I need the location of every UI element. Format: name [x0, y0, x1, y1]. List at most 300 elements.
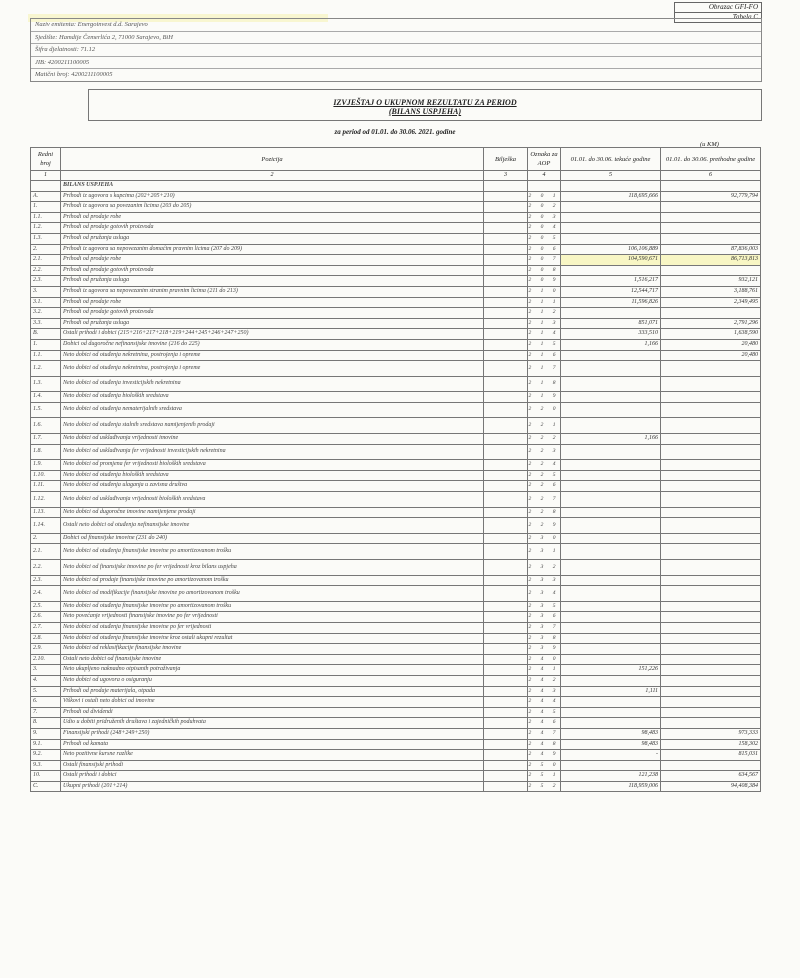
row-note: [484, 760, 528, 771]
company-id-number: Matični broj: 4200211100005: [35, 71, 113, 78]
row-note: [484, 470, 528, 481]
row-note: [484, 518, 528, 534]
row-current-value: [561, 202, 661, 213]
row-number: 3.: [31, 665, 61, 676]
row-number: 2.6.: [31, 612, 61, 623]
row-note: [484, 481, 528, 492]
row-previous-value: 158,302: [661, 739, 761, 750]
table-row: [31, 644, 761, 655]
row-number: 2.8.: [31, 633, 61, 644]
row-number: 1.1.: [31, 350, 61, 361]
row-number: 1.4.: [31, 392, 61, 403]
row-number: 1.6.: [31, 418, 61, 434]
row-aop-code: 2 0 8: [528, 265, 561, 276]
row-position: Prihodi iz ugovora sa nepovezanim domaćim pravnim licima (207 do 209): [61, 244, 484, 255]
row-position: Neto ukupljeno naknadno otpisanih potraživanja: [61, 665, 484, 676]
company-name: Naziv emitenta: Energoinvest d.d. Sarajevo: [31, 19, 761, 32]
row-current-value: [561, 361, 661, 377]
row-previous-value: [661, 212, 761, 223]
row-current-value: [561, 418, 661, 434]
sheet-label: Tabela C: [675, 12, 761, 22]
row-aop-code: 2 2 5: [528, 470, 561, 481]
row-number: 1.9.: [31, 460, 61, 471]
row-number: 9.2.: [31, 750, 61, 761]
row-previous-value: [661, 470, 761, 481]
row-note: [484, 308, 528, 319]
row-previous-value: 1,638,590: [661, 329, 761, 340]
row-number: 1.12.: [31, 492, 61, 508]
table-row: [31, 212, 761, 223]
row-aop-code: 2 3 4: [528, 586, 561, 602]
currency-unit: (u KM): [700, 141, 719, 148]
table-row: [31, 460, 761, 471]
row-position: Prihodi od prodaje gotovih proizvoda: [61, 308, 484, 319]
row-number: 2.1.: [31, 255, 61, 266]
row-note: [484, 707, 528, 718]
row-aop-code: 2 4 4: [528, 697, 561, 708]
row-position: Dobici od dugoročne nefinansijske imovine (216 do 225): [61, 339, 484, 350]
table-row: [31, 481, 761, 492]
row-current-value: [561, 675, 661, 686]
row-previous-value: [661, 233, 761, 244]
row-aop-code: 2 0 4: [528, 223, 561, 234]
row-number: 9.: [31, 728, 61, 739]
row-position: Prihodi iz ugovora s kupcima (202+205+210): [61, 191, 484, 202]
row-position: Neto dobici od modifikacije finansijske imovine po amortizovanom trošku: [61, 586, 484, 602]
col-index-1: 1: [31, 171, 61, 181]
row-position: Prihodi od prodaje gotovih proizvoda: [61, 265, 484, 276]
row-current-value: [561, 481, 661, 492]
row-current-value: [561, 376, 661, 392]
row-position: Prihodi iz ugovora sa nepovezanim stranim pravnim licima (211 do 213): [61, 286, 484, 297]
row-previous-value: 94,408,384: [661, 781, 761, 792]
row-number: 8.: [31, 718, 61, 729]
table-row: [31, 286, 761, 297]
table-row: [31, 402, 761, 418]
table-row: [31, 686, 761, 697]
row-note: [484, 350, 528, 361]
table-row: [31, 492, 761, 508]
row-position: Prihodi od prodaje robe: [61, 212, 484, 223]
row-aop-code: 2 1 3: [528, 318, 561, 329]
row-note: [484, 644, 528, 655]
row-previous-value: [661, 202, 761, 213]
row-previous-value: 932,121: [661, 276, 761, 287]
company-info-box: [30, 18, 762, 82]
table-row: [31, 750, 761, 761]
row-aop-code: 2 2 7: [528, 492, 561, 508]
row-previous-value: [661, 686, 761, 697]
row-note: [484, 444, 528, 460]
row-aop-code: 2 2 3: [528, 444, 561, 460]
row-number: 1.2.: [31, 223, 61, 234]
row-aop-code: 2 2 0: [528, 402, 561, 418]
row-aop-code: 2 0 2: [528, 202, 561, 213]
row-number: 1.2.: [31, 361, 61, 377]
row-note: [484, 255, 528, 266]
row-number: 2.10.: [31, 654, 61, 665]
row-note: [484, 675, 528, 686]
row-aop-code: 2 1 7: [528, 361, 561, 377]
row-note: [484, 654, 528, 665]
row-note: [484, 233, 528, 244]
row-aop-code: 2 3 0: [528, 533, 561, 544]
row-number: C.: [31, 781, 61, 792]
row-note: [484, 361, 528, 377]
row-aop-code: 2 1 0: [528, 286, 561, 297]
row-position: Prihodi od prodaje robe: [61, 255, 484, 266]
row-current-value: [561, 308, 661, 319]
row-note: [484, 507, 528, 518]
row-current-value: [561, 507, 661, 518]
row-current-value: [561, 265, 661, 276]
table-row: [31, 507, 761, 518]
row-previous-value: [661, 376, 761, 392]
row-aop-code: 2 4 3: [528, 686, 561, 697]
row-previous-value: [661, 223, 761, 234]
table-row: [31, 297, 761, 308]
col-index-6: 6: [661, 171, 761, 181]
row-note: [484, 297, 528, 308]
row-previous-value: [661, 697, 761, 708]
row-aop-code: 2 4 9: [528, 750, 561, 761]
row-position: Prihodi od prodaje robe: [61, 297, 484, 308]
row-number: 9.1.: [31, 739, 61, 750]
row-current-value: [561, 350, 661, 361]
row-note: [484, 665, 528, 676]
row-previous-value: [661, 460, 761, 471]
row-position: Neto dobici od otuđenja bioloških sredstava: [61, 392, 484, 403]
table-row: [31, 707, 761, 718]
row-position: Neto dobici od otuđenja finansijske imovine po amortizovanom trošku: [61, 544, 484, 560]
table-row: [31, 760, 761, 771]
row-position: Neto dobici od otuđenja finansijske imovine kroz ostali ukupni rezultat: [61, 633, 484, 644]
row-position: Neto dobici od otuđenja ulaganja u zavisna društva: [61, 481, 484, 492]
row-position: Neto dobici od usklađivanja fer vrijednosti investicijskih nekretnina: [61, 444, 484, 460]
row-aop-code: 2 2 8: [528, 507, 561, 518]
col-header-aop: Oznaka za AOP: [528, 148, 561, 171]
row-aop-code: 2 2 6: [528, 481, 561, 492]
row-position: Ostali neto dobici od otuđenja nefinansijske imovine: [61, 518, 484, 534]
table-row: [31, 544, 761, 560]
row-position: Finansijski prihodi (248+249+250): [61, 728, 484, 739]
table-row: [31, 255, 761, 266]
row-note: [484, 265, 528, 276]
table-row: [31, 244, 761, 255]
row-number: 1.11.: [31, 481, 61, 492]
row-aop-code: 2 0 3: [528, 212, 561, 223]
table-row: [31, 361, 761, 377]
table-row: [31, 560, 761, 576]
table-row: [31, 781, 761, 792]
row-aop-code: 2 3 3: [528, 575, 561, 586]
row-position: Prihodi od prodaje materijala, otpada: [61, 686, 484, 697]
row-aop-code: 2 4 8: [528, 739, 561, 750]
row-number: 9.3.: [31, 760, 61, 771]
table-row: [31, 350, 761, 361]
row-aop-code: 2 4 1: [528, 665, 561, 676]
row-previous-value: [661, 392, 761, 403]
table-row: [31, 575, 761, 586]
col-index-5: 5: [561, 171, 661, 181]
row-current-value: 1,111: [561, 686, 661, 697]
row-previous-value: 86,713,813: [661, 255, 761, 266]
table-row: [31, 622, 761, 633]
row-position: Ostali prihodi i dobici: [61, 771, 484, 782]
row-previous-value: 20,480: [661, 350, 761, 361]
row-current-value: [561, 612, 661, 623]
row-current-value: 118,959,006: [561, 781, 661, 792]
row-aop-code: 2 3 8: [528, 633, 561, 644]
table-row: [31, 223, 761, 234]
row-current-value: 151,226: [561, 665, 661, 676]
row-current-value: 106,106,889: [561, 244, 661, 255]
row-note: [484, 575, 528, 586]
table-row: [31, 586, 761, 602]
col-header-current-year: 01.01. do 30.06. tekuće godine: [561, 148, 661, 171]
row-position: Udio u dobiti pridruženih društava i zajedničkih poduhvata: [61, 718, 484, 729]
col-index-3: 3: [484, 171, 528, 181]
row-number: 2.3.: [31, 276, 61, 287]
row-previous-value: [661, 601, 761, 612]
row-note: [484, 586, 528, 602]
row-previous-value: [661, 481, 761, 492]
row-position: Neto dobici od otuđenja nematerijalnih sredstava: [61, 402, 484, 418]
row-aop-code: 2 0 9: [528, 276, 561, 287]
row-aop-code: 2 1 8: [528, 376, 561, 392]
row-position: Neto dobici od ugovora o osiguranju: [61, 675, 484, 686]
row-position: Prihodi od kamata: [61, 739, 484, 750]
row-number: 1.3.: [31, 376, 61, 392]
row-note: [484, 728, 528, 739]
row-previous-value: [661, 675, 761, 686]
row-previous-value: [661, 544, 761, 560]
col-header-note: Bilješka: [484, 148, 528, 171]
row-current-value: 333,510: [561, 329, 661, 340]
row-previous-value: [661, 518, 761, 534]
row-current-value: 851,071: [561, 318, 661, 329]
row-position: Prihodi iz ugovora sa povezanim licima (203 do 205): [61, 202, 484, 213]
row-aop-code: 2 2 9: [528, 518, 561, 534]
table-row: [31, 771, 761, 782]
report-period: za period od 01.01. do 30.06. 2021. godine: [334, 128, 456, 136]
row-number: 3.1.: [31, 297, 61, 308]
row-note: [484, 460, 528, 471]
row-previous-value: [661, 533, 761, 544]
row-current-value: 98,483: [561, 739, 661, 750]
col-index-2: 2: [61, 171, 484, 181]
row-aop-code: 2 1 2: [528, 308, 561, 319]
row-aop-code: 2 3 6: [528, 612, 561, 623]
row-number: 2.7.: [31, 622, 61, 633]
table-row: [31, 654, 761, 665]
table-row: [31, 470, 761, 481]
row-note: [484, 223, 528, 234]
row-number: 1.13.: [31, 507, 61, 518]
row-current-value: [561, 392, 661, 403]
row-note: [484, 718, 528, 729]
row-number: 3.2.: [31, 308, 61, 319]
row-previous-value: [661, 492, 761, 508]
row-note: [484, 612, 528, 623]
row-current-value: 1,166: [561, 434, 661, 445]
row-number: 2.2.: [31, 560, 61, 576]
row-note: [484, 622, 528, 633]
row-previous-value: 20,480: [661, 339, 761, 350]
row-current-value: [561, 181, 661, 192]
row-previous-value: [661, 418, 761, 434]
row-number: 1.5.: [31, 402, 61, 418]
table-row: [31, 633, 761, 644]
table-body: [31, 181, 761, 792]
income-statement-table: [30, 147, 761, 792]
row-number: 10.: [31, 771, 61, 782]
row-aop-code: 2 0 7: [528, 255, 561, 266]
row-previous-value: [661, 586, 761, 602]
table-row: [31, 276, 761, 287]
table-row: [31, 339, 761, 350]
row-number: 3.3.: [31, 318, 61, 329]
row-current-value: -: [561, 750, 661, 761]
row-previous-value: [661, 654, 761, 665]
report-subtitle: (BILANS USPJEHA): [388, 107, 462, 116]
row-previous-value: 3,188,761: [661, 286, 761, 297]
row-position: Prihodi od pružanja usluga: [61, 318, 484, 329]
row-aop-code: 2 1 9: [528, 392, 561, 403]
row-current-value: [561, 560, 661, 576]
row-note: [484, 560, 528, 576]
row-note: [484, 739, 528, 750]
report-title: IZVJEŠTAJ O UKUPNOM REZULTATU ZA PERIOD: [333, 98, 517, 107]
row-current-value: [561, 575, 661, 586]
row-previous-value: 87,836,003: [661, 244, 761, 255]
row-previous-value: [661, 560, 761, 576]
row-position: Neto dobici od prodaje finansijske imovine po amortizovanom trošku: [61, 575, 484, 586]
row-previous-value: 973,333: [661, 728, 761, 739]
row-previous-value: [661, 308, 761, 319]
row-current-value: 98,483: [561, 728, 661, 739]
row-current-value: [561, 718, 661, 729]
table-row: [31, 675, 761, 686]
row-current-value: 1,516,217: [561, 276, 661, 287]
table-row: [31, 444, 761, 460]
row-position: Neto povećanje vrijednosti finansijske imovine po fer vrijednosti: [61, 612, 484, 623]
row-note: [484, 771, 528, 782]
row-aop-code: 2 1 6: [528, 350, 561, 361]
row-current-value: [561, 533, 661, 544]
row-previous-value: [661, 507, 761, 518]
col-index-4: 4: [528, 171, 561, 181]
row-position: Neto dobici od promjena fer vrijednosti bioloških sredstava: [61, 460, 484, 471]
table-row: [31, 518, 761, 534]
row-current-value: 104,590,671: [561, 255, 661, 266]
row-aop-code: 2 4 2: [528, 675, 561, 686]
row-current-value: [561, 644, 661, 655]
row-position: Neto dobici od otuđenja investicijskih nekretnina: [61, 376, 484, 392]
row-aop-code: 2 1 4: [528, 329, 561, 340]
row-note: [484, 276, 528, 287]
row-aop-code: 2 3 2: [528, 560, 561, 576]
row-number: 2.2.: [31, 265, 61, 276]
row-position: Ukupni prihodi (201+214): [61, 781, 484, 792]
row-current-value: [561, 697, 661, 708]
table-row: [31, 434, 761, 445]
row-aop-code: 2 1 1: [528, 297, 561, 308]
row-previous-value: [661, 181, 761, 192]
row-note: [484, 418, 528, 434]
row-previous-value: [661, 444, 761, 460]
row-current-value: 12,544,717: [561, 286, 661, 297]
row-position: Viškovi i ostali neto dobici od imovine: [61, 697, 484, 708]
row-number: A.: [31, 191, 61, 202]
row-previous-value: [661, 760, 761, 771]
row-previous-value: 634,567: [661, 771, 761, 782]
row-current-value: [561, 223, 661, 234]
row-aop-code: 2 5 1: [528, 771, 561, 782]
row-number: 1.3.: [31, 233, 61, 244]
row-number: 1.: [31, 202, 61, 213]
row-number: 1.1.: [31, 212, 61, 223]
row-number: 1.: [31, 339, 61, 350]
row-number: 2.: [31, 244, 61, 255]
report-title-box: [88, 89, 762, 121]
row-number: 2.5.: [31, 601, 61, 612]
row-number: 1.10.: [31, 470, 61, 481]
row-note: [484, 686, 528, 697]
row-number: 2.: [31, 533, 61, 544]
row-note: [484, 781, 528, 792]
table-row: [31, 202, 761, 213]
row-position: Prihodi od pružanja usluga: [61, 276, 484, 287]
row-note: [484, 492, 528, 508]
table-row: [31, 265, 761, 276]
col-header-number: Redni broj: [31, 148, 61, 171]
row-number: 1.8.: [31, 444, 61, 460]
row-aop-code: 2 3 1: [528, 544, 561, 560]
row-note: [484, 533, 528, 544]
row-previous-value: [661, 265, 761, 276]
row-note: [484, 601, 528, 612]
company-activity: Šifra djelatnosti: 71.12: [31, 44, 761, 57]
row-aop-code: 2 4 6: [528, 718, 561, 729]
row-position: Neto dobici od otuđenja finansijske imovine po fer vrijednosti: [61, 622, 484, 633]
table-row: [31, 697, 761, 708]
row-current-value: [561, 212, 661, 223]
row-current-value: [561, 402, 661, 418]
row-position: Neto dobici od otuđenja stalnih sredstava namijenjenih prodaji: [61, 418, 484, 434]
row-current-value: [561, 586, 661, 602]
row-current-value: [561, 518, 661, 534]
row-previous-value: [661, 575, 761, 586]
row-current-value: [561, 622, 661, 633]
row-current-value: [561, 233, 661, 244]
row-aop-code: 2 3 9: [528, 644, 561, 655]
company-address: Sjedište: Hamdije Čemerlića 2, 71000 Sarajevo, BiH: [31, 32, 761, 45]
table-row: [31, 418, 761, 434]
row-note: [484, 697, 528, 708]
row-position: Ostali prihodi i dobici (215+216+217+218+219+244+245+246+247+250): [61, 329, 484, 340]
row-number: 1.14.: [31, 518, 61, 534]
row-position: Prihodi od dividendi: [61, 707, 484, 718]
row-aop-code: [528, 181, 561, 192]
row-note: [484, 329, 528, 340]
row-position: Neto dobici od otuđenja finansijske imovine po amortizovanom trošku: [61, 601, 484, 612]
row-aop-code: 2 4 7: [528, 728, 561, 739]
table-row: [31, 191, 761, 202]
row-position: Neto dobici od usklađivanja vrijednosti bioloških sredstava: [61, 492, 484, 508]
row-aop-code: 2 5 2: [528, 781, 561, 792]
row-aop-code: 2 3 5: [528, 601, 561, 612]
